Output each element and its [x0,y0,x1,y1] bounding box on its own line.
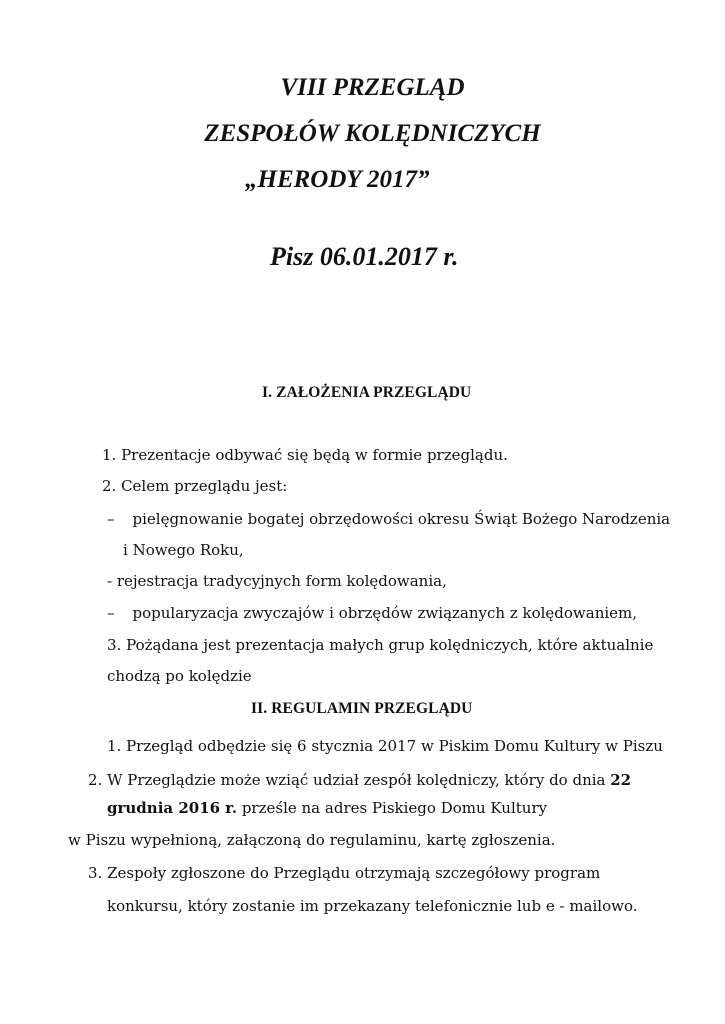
section-1-item-1: 1. Prezentacje odbywać się będą w formie przeglądu. [102,446,508,464]
goal-3-text: popularyzacja zwyczajów i obrzędów związanych z kolędowaniem, [132,604,638,622]
goal-1-text: pielęgnowanie bogatej obrzędowości okresu Świąt Bożego Narodzenia [132,510,671,528]
title-line-2: ZESPOŁÓW KOLĘDNICZYCH [204,120,541,147]
goal-3 [107,604,637,622]
section-1-item-3-line-b: chodzą po kolędzie [107,667,252,685]
section-1-item-3-line-a: 3. Pożądana jest prezentacja małych grup kolędniczych, które aktualnie [107,636,654,654]
section-2-item-3-line-b: konkursu, który zostanie im przekazany telefonicznie lub e - mailowo. [107,897,638,915]
goal-1-line-b: i Nowego Roku, [123,541,244,559]
section-2-heading: II. REGULAMIN PRZEGLĄDU [251,700,473,717]
section-2-item-1: 1. Przegląd odbędzie się 6 stycznia 2017 w Piskim Domu Kultury w Piszu [107,737,663,755]
section-2-item-2-text-b: prześle na adres Piskiego Domu Kultury [237,799,548,817]
section-2-item-2-line-b [107,799,547,817]
section-2-item-2-line-a [88,771,631,789]
deadline-day: 22 [610,771,632,789]
event-date: Pisz 06.01.2017 r. [270,242,459,271]
goal-3-dash: – [107,604,115,622]
section-1-item-2: 2. Celem przeglądu jest: [102,477,288,495]
deadline-month-year: grudnia 2016 r. [107,799,238,817]
section-2-item-2-text: 2. W Przeglądzie może wziąć udział zespół kolędniczy, który do dnia [88,771,611,789]
goal-1-line-a [107,510,670,528]
title-line-3: „HERODY 2017” [245,166,430,193]
section-2-item-2-line-c: w Piszu wypełnioną, załączoną do regulaminu, kartę zgłoszenia. [68,831,556,849]
goal-1-dash: – [107,510,115,528]
section-1-heading: I. ZAŁOŻENIA PRZEGLĄDU [262,384,472,401]
goal-2: - rejestracja tradycyjnych form kolędowania, [107,572,447,590]
section-2-item-3-line-a: 3. Zespoły zgłoszone do Przeglądu otrzymają szczegółowy program [88,864,601,882]
title-line-1: VIII PRZEGLĄD [280,74,465,101]
